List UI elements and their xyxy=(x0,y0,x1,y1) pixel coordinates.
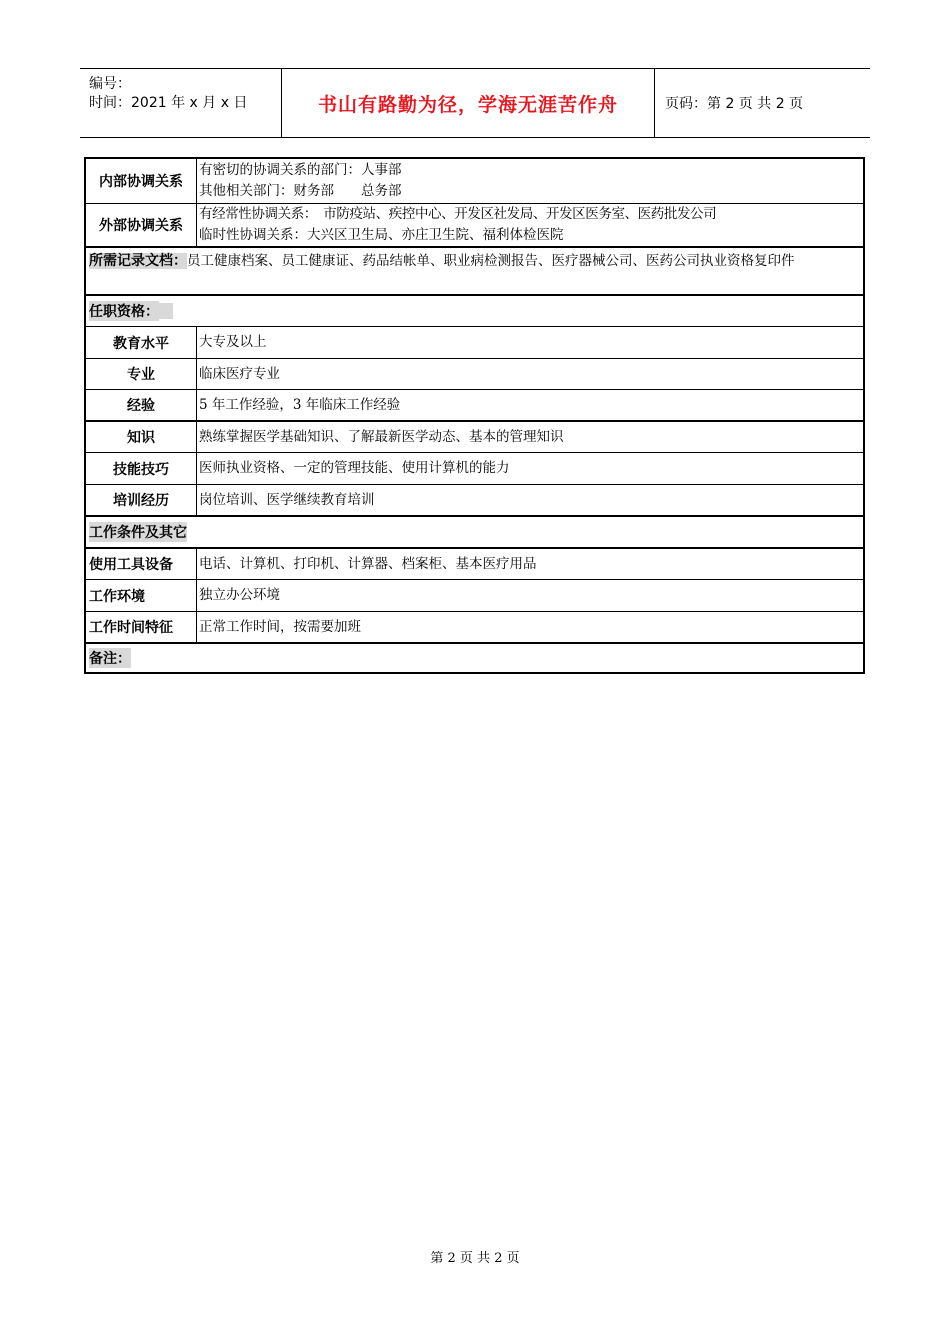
qualification-row xyxy=(86,327,863,359)
qualification-row xyxy=(86,359,863,390)
external-coordination-label: 外部协调关系 xyxy=(86,204,197,246)
work-condition-value: 正常工作时间，按需要加班 xyxy=(199,618,361,635)
qualification-value: 5 年工作经验，3 年临床工作经验 xyxy=(199,396,401,413)
internal-line-2: 其他相关部门：财务部 总务部 xyxy=(199,183,402,199)
external-line-2: 临时性协调关系：大兴区卫生局、亦庄卫生院、福利体检医院 xyxy=(199,227,564,243)
internal-coordination-value xyxy=(199,159,863,203)
header-motto-cell xyxy=(282,69,655,137)
remarks-label: 备注： xyxy=(86,644,863,672)
work-condition-value: 电话、计算机、打印机、计算器、档案柜、基本医疗用品 xyxy=(199,555,537,572)
work-conditions-header-row xyxy=(86,517,863,549)
qualification-label: 专业 xyxy=(86,359,197,389)
qualification-label: 技能技巧 xyxy=(86,453,197,484)
work-condition-value: 独立办公环境 xyxy=(199,587,280,603)
number-label: 编号： xyxy=(89,76,131,92)
external-coordination-row xyxy=(86,204,863,248)
records-label: 所需记录文档： xyxy=(89,253,187,269)
work-condition-label: 使用工具设备 xyxy=(86,549,197,579)
qualification-label: 经验 xyxy=(86,390,197,420)
job-description-table xyxy=(84,157,865,674)
qualification-label: 培训经历 xyxy=(86,485,197,515)
page-label: 页码：第 2 页 共 2 页 xyxy=(665,96,804,112)
qualification-value: 医师执业资格、一定的管理技能、使用计算机的能力 xyxy=(199,460,510,476)
qualification-value: 岗位培训、医学继续教育培训 xyxy=(199,491,375,508)
header-meta xyxy=(80,69,282,137)
qualification-value: 大专及以上 xyxy=(199,334,267,350)
qualification-row xyxy=(86,453,863,485)
motto: 书山有路勤为径，学海无涯苦作舟 xyxy=(317,93,618,116)
work-condition-label: 工作时间特征 xyxy=(86,612,197,642)
page-header xyxy=(80,68,870,138)
work-condition-row xyxy=(86,549,863,580)
records-text: 员工健康档案、员工健康证、药品结帐单、职业病检测报告、医疗器械公司、医药公司执业资格复印件 xyxy=(187,253,795,269)
work-conditions-header: 工作条件及其它 xyxy=(86,517,863,547)
page-footer: 第 2 页 共 2 页 xyxy=(430,1251,520,1266)
work-condition-label: 工作环境 xyxy=(86,580,197,611)
qualification-label: 知识 xyxy=(86,422,197,452)
external-coordination-value xyxy=(199,204,863,246)
work-condition-row xyxy=(86,612,863,644)
work-condition-row xyxy=(86,580,863,612)
qualification-value: 熟练掌握医学基础知识、了解最新医学动态、基本的管理知识 xyxy=(199,428,564,445)
qualification-value: 临床医疗专业 xyxy=(199,365,280,382)
header-page-cell xyxy=(655,69,880,137)
qualification-row xyxy=(86,422,863,453)
qualification-row xyxy=(86,485,863,517)
records-cell xyxy=(86,248,863,272)
internal-coordination-label: 内部协调关系 xyxy=(86,159,197,203)
external-line-1: 有经常性协调关系： 市防疫站、疾控中心、开发区社发局、开发区医务室、医药批发公司 xyxy=(199,206,717,222)
qualification-header: 任职资格： xyxy=(86,296,863,326)
internal-line-1: 有密切的协调关系的部门：人事部 xyxy=(199,162,402,178)
remarks-row xyxy=(86,644,863,672)
qualification-label: 教育水平 xyxy=(86,327,197,358)
records-row xyxy=(86,248,863,296)
qualification-header-row xyxy=(86,296,863,327)
time-label: 时间：2021 年 x 月 x 日 xyxy=(89,95,248,111)
internal-coordination-row xyxy=(86,159,863,204)
qualification-row xyxy=(86,390,863,422)
